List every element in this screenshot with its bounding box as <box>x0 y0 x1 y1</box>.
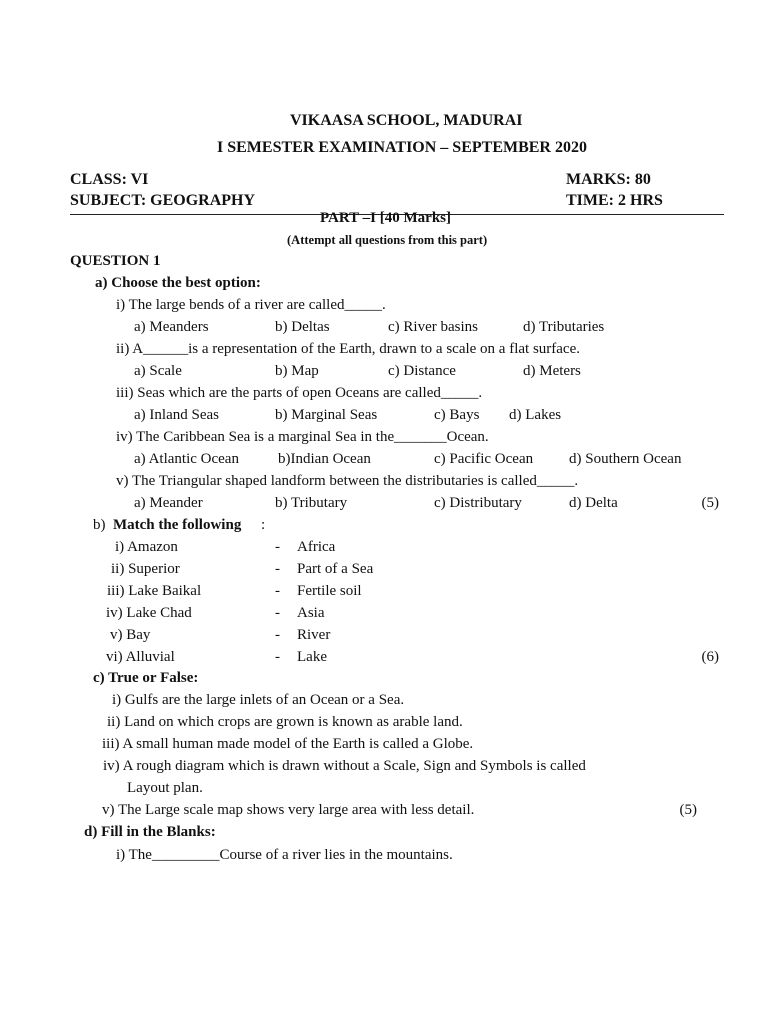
mcq-option: b) Map <box>275 363 319 379</box>
section-b-marks: (6) <box>701 649 719 665</box>
mcq-option: d) Lakes <box>509 407 562 423</box>
subject-label: SUBJECT: GEOGRAPHY <box>70 192 256 209</box>
true-false-item-continued: Layout plan. <box>127 780 203 796</box>
section-b-label: b) <box>93 517 106 533</box>
true-false-item: i) Gulfs are the large inlets of an Ocean or a Sea. <box>112 692 405 708</box>
class-label: CLASS: VI <box>70 171 149 188</box>
match-right: Part of a Sea <box>297 561 374 577</box>
mcq-question: i) The large bends of a river are called_____. <box>116 297 386 313</box>
mcq-option: a) Atlantic Ocean <box>134 451 239 467</box>
section-b-colon: : <box>261 517 266 533</box>
section-b-heading: Match the following <box>113 517 242 533</box>
mcq-option: b)Indian Ocean <box>278 451 371 467</box>
match-left: v) Bay <box>110 627 151 643</box>
mcq-option: c) Distributary <box>434 495 522 511</box>
mcq-question: iv) The Caribbean Sea is a marginal Sea in the_______Ocean. <box>116 429 489 445</box>
mcq-option: c) Bays <box>434 407 480 423</box>
mcq-option: b) Deltas <box>275 319 330 335</box>
fill-blank-item: i) The_________Course of a river lies in the mountains. <box>116 847 453 863</box>
mcq-option: d) Delta <box>569 495 618 511</box>
true-false-item: iv) A rough diagram which is drawn without a Scale, Sign and Symbols is called <box>103 758 586 774</box>
school-name: VIKAASA SCHOOL, MADURAI <box>290 112 523 129</box>
match-dash: - <box>275 539 280 555</box>
true-false-item: v) The Large scale map shows very large area with less detail. <box>102 802 475 818</box>
mcq-option: d) Tributaries <box>523 319 605 335</box>
mcq-option: b) Tributary <box>275 495 348 511</box>
question-1-title: QUESTION 1 <box>70 253 161 269</box>
exam-title: I SEMESTER EXAMINATION – SEPTEMBER 2020 <box>217 139 587 156</box>
match-left: vi) Alluvial <box>106 649 175 665</box>
section-a-marks: (5) <box>701 495 719 511</box>
match-left: ii) Superior <box>111 561 180 577</box>
match-dash: - <box>275 605 280 621</box>
part-instruction: (Attempt all questions from this part) <box>287 233 488 247</box>
mcq-option: c) Distance <box>388 363 456 379</box>
mcq-question: v) The Triangular shaped landform between the distributaries is called_____. <box>116 473 579 489</box>
time-label: TIME: 2 HRS <box>566 192 663 209</box>
mcq-option: a) Inland Seas <box>134 407 219 423</box>
mcq-question: ii) A______is a representation of the Earth, drawn to a scale on a flat surface. <box>116 341 580 357</box>
section-c-heading: c) True or False: <box>93 670 199 686</box>
match-left: iii) Lake Baikal <box>107 583 202 599</box>
mcq-option: d) Southern Ocean <box>569 451 682 467</box>
mcq-option: c) Pacific Ocean <box>434 451 534 467</box>
mcq-option: c) River basins <box>388 319 478 335</box>
match-left: i) Amazon <box>115 539 178 555</box>
mcq-option: a) Meanders <box>134 319 209 335</box>
true-false-item: ii) Land on which crops are grown is known as arable land. <box>107 714 463 730</box>
match-right: Lake <box>297 649 327 665</box>
mcq-option: d) Meters <box>523 363 581 379</box>
mcq-option: b) Marginal Seas <box>275 407 378 423</box>
mcq-question: iii) Seas which are the parts of open Oceans are called_____. <box>116 385 483 401</box>
section-c-marks: (5) <box>679 802 697 818</box>
mcq-option: a) Scale <box>134 363 182 379</box>
match-dash: - <box>275 583 280 599</box>
part-heading: PART –I [40 Marks] <box>320 210 451 226</box>
match-right: Africa <box>297 539 336 555</box>
marks-label: MARKS: 80 <box>566 171 651 188</box>
mcq-option: a) Meander <box>134 495 203 511</box>
section-d-heading: d) Fill in the Blanks: <box>84 824 216 840</box>
match-dash: - <box>275 649 280 665</box>
true-false-item: iii) A small human made model of the Earth is called a Globe. <box>102 736 474 752</box>
match-right: River <box>297 627 331 643</box>
match-right: Fertile soil <box>297 583 362 599</box>
match-right: Asia <box>297 605 325 621</box>
section-a-heading: a) Choose the best option: <box>95 275 261 291</box>
match-dash: - <box>275 627 280 643</box>
match-left: iv) Lake Chad <box>106 605 192 621</box>
match-dash: - <box>275 561 280 577</box>
